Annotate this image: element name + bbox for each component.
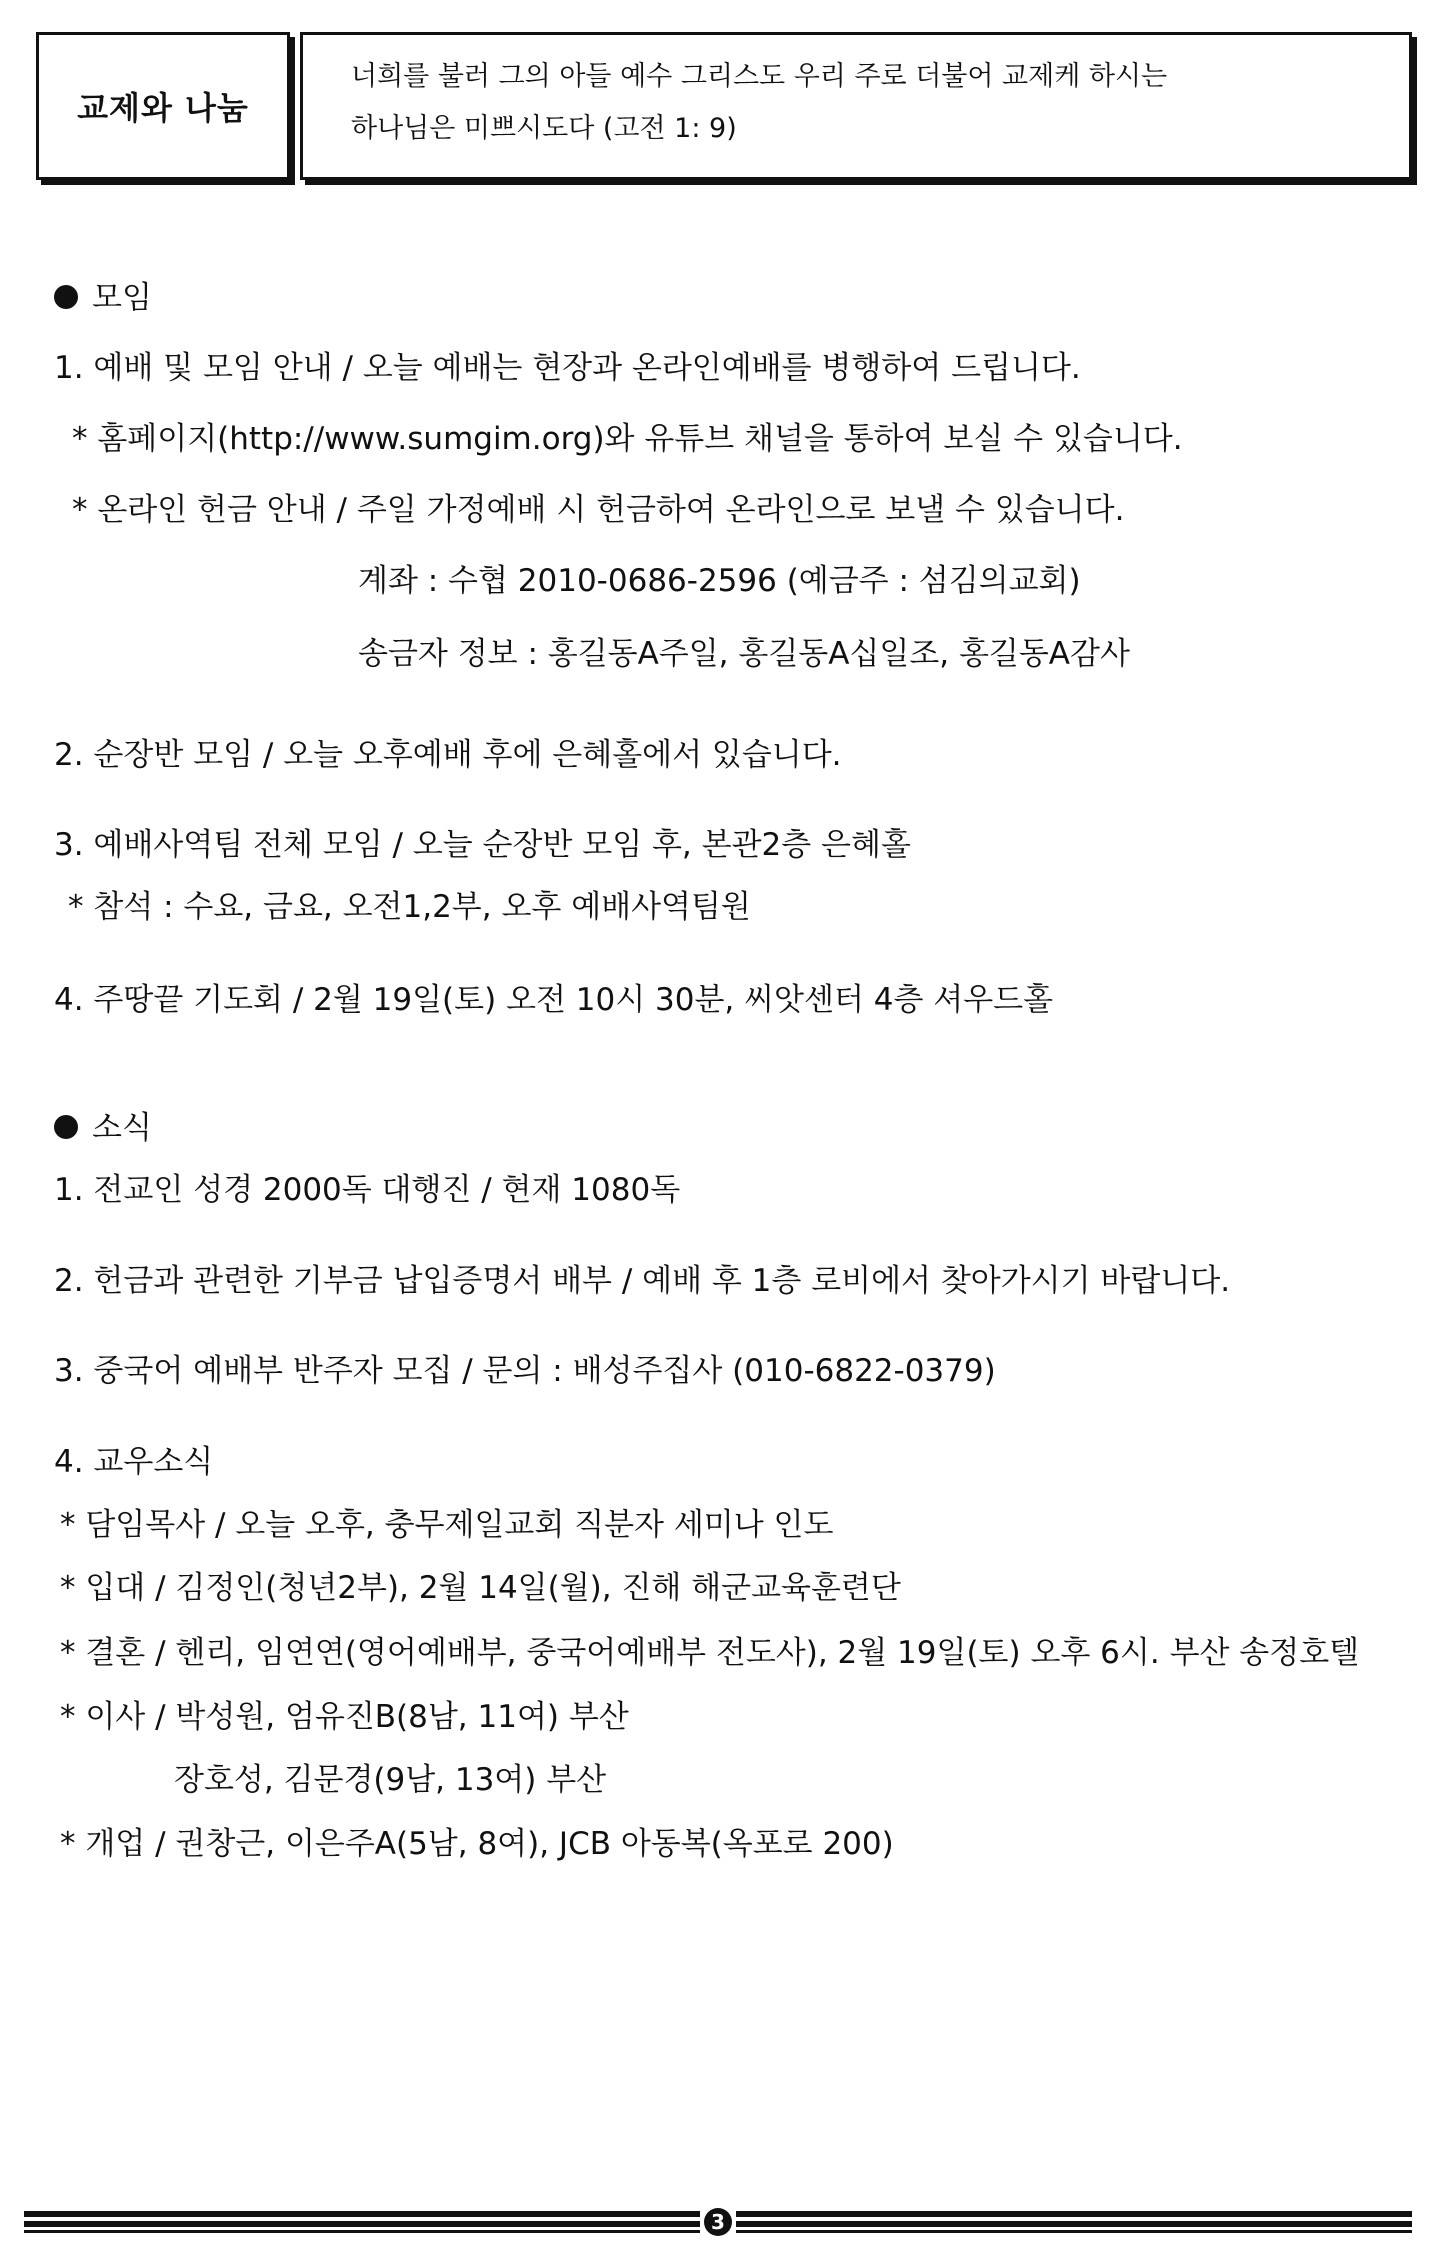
- page-footer: [24, 2208, 1412, 2238]
- footer-rule: [736, 2230, 1412, 2233]
- verse-line-2: 하나님은 미쁘시도다 (고전 1: 9): [351, 113, 737, 144]
- bullet-icon: [54, 285, 78, 309]
- meeting-item-4: 4. 주땅끝 기도회 / 2월 19일(토) 오전 10시 30분, 씨앗센터 4층 셔우드홀: [54, 982, 1054, 1018]
- bullet-icon: [54, 1115, 78, 1139]
- news-item-4-note-4: * 이사 / 박성원, 엄유진B(8남, 11여) 부산: [60, 1699, 629, 1735]
- news-item-4-note-3: * 결혼 / 헨리, 임연연(영어예배부, 중국어예배부 전도사), 2월 19일(토) 오후 6시. 부산 송정호텔: [60, 1635, 1360, 1671]
- news-item-4-note-1: * 담임목사 / 오늘 오후, 충무제일교회 직분자 세미나 인도: [60, 1507, 834, 1543]
- news-item-4: 4. 교우소식: [54, 1444, 214, 1480]
- meeting-item-3: 3. 예배사역팀 전체 모임 / 오늘 순장반 모임 후, 본관2층 은혜홀: [54, 827, 911, 863]
- footer-rule: [736, 2221, 1412, 2227]
- meeting-item-2: 2. 순장반 모임 / 오늘 오후예배 후에 은혜홀에서 있습니다.: [54, 737, 842, 773]
- meeting-heading: [54, 278, 152, 318]
- meeting-item-1: 1. 예배 및 모임 안내 / 오늘 예배는 현장과 온라인예배를 병행하여 드립니다.: [54, 350, 1081, 386]
- footer-rule: [24, 2211, 700, 2217]
- footer-rule: [736, 2211, 1412, 2217]
- meeting-account-info: 계좌 : 수협 2010-0686-2596 (예금주 : 섬김의교회): [358, 563, 1081, 599]
- meeting-sender-info: 송금자 정보 : 홍길동A주일, 홍길동A십일조, 홍길동A감사: [358, 636, 1130, 672]
- footer-rule: [24, 2221, 700, 2227]
- news-item-1: 1. 전교인 성경 2000독 대행진 / 현재 1080독: [54, 1172, 681, 1208]
- meeting-heading-label: 모임: [92, 280, 152, 316]
- meeting-item-1-note-1: * 홈페이지(http://www.sumgim.org)와 유튜브 채널을 통하여 보실 수 있습니다.: [72, 421, 1183, 457]
- section-title: 교제와 나눔: [77, 89, 249, 127]
- footer-rule: [24, 2230, 700, 2233]
- verse-line-1: 너희를 불러 그의 아들 예수 그리스도 우리 주로 더불어 교제케 하시는: [351, 61, 1168, 92]
- news-item-2: 2. 헌금과 관련한 기부금 납입증명서 배부 / 예배 후 1층 로비에서 찾아가시기 바랍니다.: [54, 1263, 1231, 1299]
- section-title-box: [36, 32, 290, 180]
- meeting-item-3-note: * 참석 : 수요, 금요, 오전1,2부, 오후 예배사역팀원: [68, 889, 751, 925]
- news-heading: [54, 1108, 152, 1148]
- news-item-4-note-2: * 입대 / 김정인(청년2부), 2월 14일(월), 진해 해군교육훈련단: [60, 1570, 901, 1606]
- news-item-4-note-4b: 장호성, 김문경(9남, 13여) 부산: [174, 1762, 607, 1798]
- news-item-4-note-5: * 개업 / 권창근, 이은주A(5남, 8여), JCB 아동복(옥포로 200): [60, 1826, 894, 1862]
- page-number: 3: [704, 2208, 732, 2236]
- news-item-3: 3. 중국어 예배부 반주자 모집 / 문의 : 배성주집사 (010-6822-0379): [54, 1353, 996, 1389]
- news-heading-label: 소식: [92, 1110, 152, 1146]
- bible-verse-box: [300, 32, 1412, 180]
- meeting-item-1-note-2: * 온라인 헌금 안내 / 주일 가정예배 시 헌금하여 온라인으로 보낼 수 있습니다.: [72, 492, 1125, 528]
